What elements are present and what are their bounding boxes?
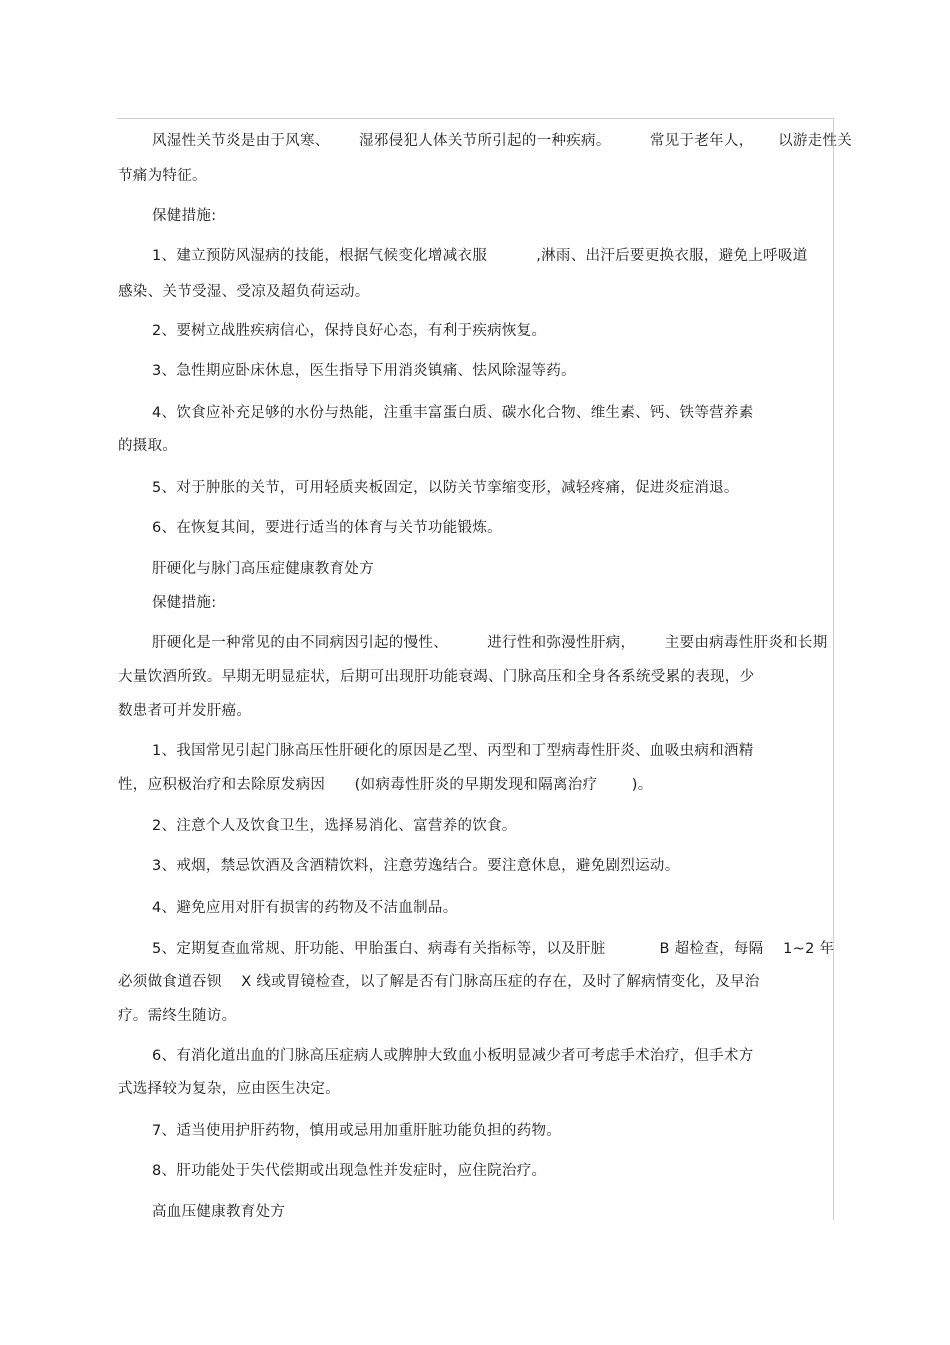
text-line: 2、注意个人及饮食卫生，选择易消化、富营养的饮食。 (152, 818, 517, 834)
text-line: 5、定期复查血常规、肝功能、甲胎蛋白、病毒有关指标等，以及肝脏 B 超检查，每隔 1~2 年 (152, 941, 835, 957)
text-line: 1、建立预防风湿病的技能，根据气候变化增减衣服 ,淋雨、出汗后要更换衣服，避免上呼吸道 (152, 248, 808, 264)
text-line: 6、在恢复其间，要进行适当的体育与关节功能锻炼。 (152, 520, 502, 536)
text-line: 保健措施: (152, 595, 217, 611)
text-line: 3、急性期应卧床休息，医生指导下用消炎镇痛、怯风除湿等药。 (152, 363, 576, 379)
text-line: 2、要树立战胜疾病信心，保持良好心态，有利于疾病恢复。 (152, 323, 547, 339)
text-line: 疗。需终生随访。 (118, 1008, 237, 1024)
text-line: 4、避免应用对肝有损害的药物及不洁血制品。 (152, 900, 458, 916)
text-line: 节痛为特征。 (118, 168, 207, 184)
text-line: 5、对于肿胀的关节，可用轻质夹板固定，以防关节挛缩变形，减轻疼痛，促进炎症消退。 (152, 480, 739, 496)
text-line: 性，应积极治疗和去除原发病因 (如病毒性肝炎的早期发现和隔离治疗 )。 (118, 777, 653, 793)
text-line: 保健措施: (152, 208, 217, 224)
text-line: 风湿性关节炎是由于风寒、 湿邪侵犯人体关节所引起的一种疾病。 常见于老年人， 以游走性关 (152, 133, 853, 149)
text-line: 7、适当使用护肝药物，慎用或忌用加重肝脏功能负担的药物。 (152, 1123, 562, 1139)
page-corner-top-rule (117, 118, 833, 119)
text-line: 8、肝功能处于失代偿期或出现急性并发症时，应住院治疗。 (152, 1163, 547, 1179)
text-line: 高血压健康教育处方 (152, 1204, 286, 1220)
page-corner-right-rule (833, 118, 834, 1220)
text-line: 的摄取。 (118, 438, 178, 454)
text-line: 4、饮食应补充足够的水份与热能，注重丰富蛋白质、碳水化合物、维生素、钙、铁等营养素 (152, 405, 754, 421)
text-line: 感染、关节受湿、受凉及超负荷运动。 (118, 284, 370, 300)
text-line: 1、我国常见引起门脉高压性肝硬化的原因是乙型、丙型和丁型病毒性肝炎、血吸虫病和酒精 (152, 743, 754, 759)
text-line: 6、有消化道出血的门脉高压症病人或脾肿大致血小板明显减少者可考虑手术治疗，但手术方 (152, 1048, 754, 1064)
text-line: 式选择较为复杂，应由医生决定。 (118, 1081, 340, 1097)
text-line: 肝硬化是一种常见的由不同病因引起的慢性、 进行性和弥漫性肝病， 主要由病毒性肝炎和长期 (152, 635, 828, 651)
text-line: 大量饮酒所致。早期无明显症状，后期可出现肝功能衰竭、门脉高压和全身各系统受累的表现，少 (118, 669, 755, 685)
text-line: 3、戒烟，禁忌饮酒及含酒精饮料，注意劳逸结合。要注意休息，避免剧烈运动。 (152, 858, 680, 874)
text-line: 数患者可并发肝癌。 (118, 703, 252, 719)
text-line: 必须做食道吞钡 X 线或胃镜检查，以了解是否有门脉高压症的存在，及时了解病情变化，及早治 (118, 974, 760, 990)
text-line: 肝硬化与脉门高压症健康教育处方 (152, 561, 374, 577)
